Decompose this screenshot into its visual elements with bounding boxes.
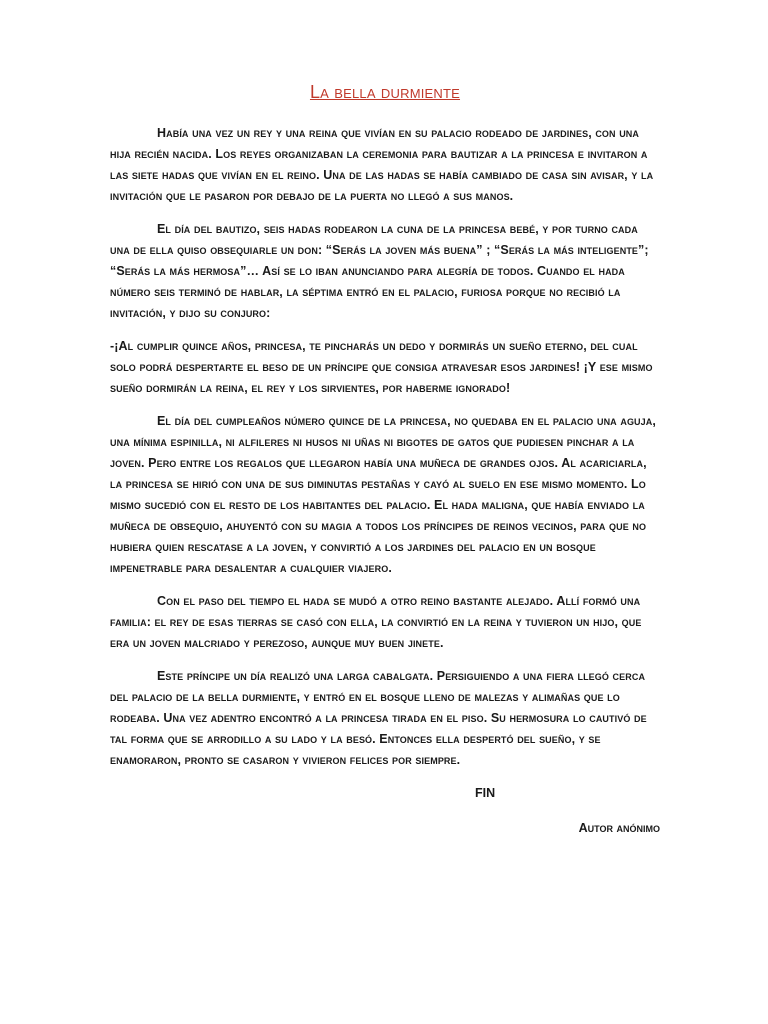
paragraph-5: Con el paso del tiempo el hada se mudó a otro reino bastante alejado. Allí formó una familia: el rey de esas tierras se casó con ella, la convirtió en la reina y tuvieron un hijo, que era un joven malcriado y perezoso, aunque muy buen jinete. bbox=[110, 594, 642, 650]
document-title: La bella durmiente bbox=[309, 82, 461, 102]
author-label: Autor anónimo bbox=[578, 821, 660, 835]
document-page bbox=[110, 82, 660, 839]
paragraph-1: Había una vez un rey y una reina que vivían en su palacio rodeado de jardines, con una hija recién nacida. Los reyes organizaban la ceremonia para bautizar a la princesa e invitaron a las siete hadas que vivían en el reino. Una de las hadas se había cambiado de casa sin avisar, y la invitación que le pasaron por debajo de la puerta no llegó a sus manos. bbox=[110, 126, 654, 203]
paragraph-4: El día del cumpleaños número quince de la princesa, no quedaba en el palacio una aguja, una mínima espinilla, ni alfileres ni husos ni uñas ni bigotes de gatos que pudiesen pinchar a la joven. Pero entre los regalos que llegaron había una muñeca de grandes ojos. Al acariciarla, la princesa se hirió con una de sus diminutas pestañas y cayó al suelo en ese mismo momento. Lo mismo sucedió con el resto de los habitantes del palacio. El hada maligna, que había enviado la muñeca de obsequio, ahuyentó con su magia a todos los príncipes de reinos vecinos, para que no hubiera quien rescatase a la joven, y convirtió a los jardines del palacio en un bosque impenetrable para desalentar a cualquier viajero. bbox=[110, 414, 656, 575]
paragraph-3-spell: -¡Al cumplir quince años, princesa, te pincharás un dedo y dormirás un sueño eterno, del cual solo podrá despertarte el beso de un príncipe que consiga atravesar esos jardines! ¡Y ese mismo sueño dormirán la reina, el rey y los sirvientes, por haberme ignorado! bbox=[110, 339, 653, 395]
paragraph-6: Este príncipe un día realizó una larga cabalgata. Persiguiendo a una fiera llegó cerca del palacio de la bella durmiente, y entró en el bosque lleno de malezas y alimañas que lo rodeaba. Una vez adentro encontró a la princesa tirada en el piso. Su hermosura lo cautivó de tal forma que se arrodillo a su lado y la besó. Entonces ella despertó del sueño, y se enamoraron, pronto se casaron y vivieron felices por siempre. bbox=[110, 669, 647, 767]
fin-label: FIN bbox=[475, 786, 496, 800]
paragraph-2: El día del bautizo, seis hadas rodearon la cuna de la princesa bebé, y por turno cada una de ella quiso obsequiarle un don: “Serás la joven más buena” ; “Serás la más inteligente”; “Serás la más hermosa”… Así se lo iban anunciando para alegría de todos. Cuando el hada número seis terminó de hablar, la séptima entró en el palacio, furiosa porque no recibió la invitación, y dijo su conjuro: bbox=[110, 222, 649, 320]
